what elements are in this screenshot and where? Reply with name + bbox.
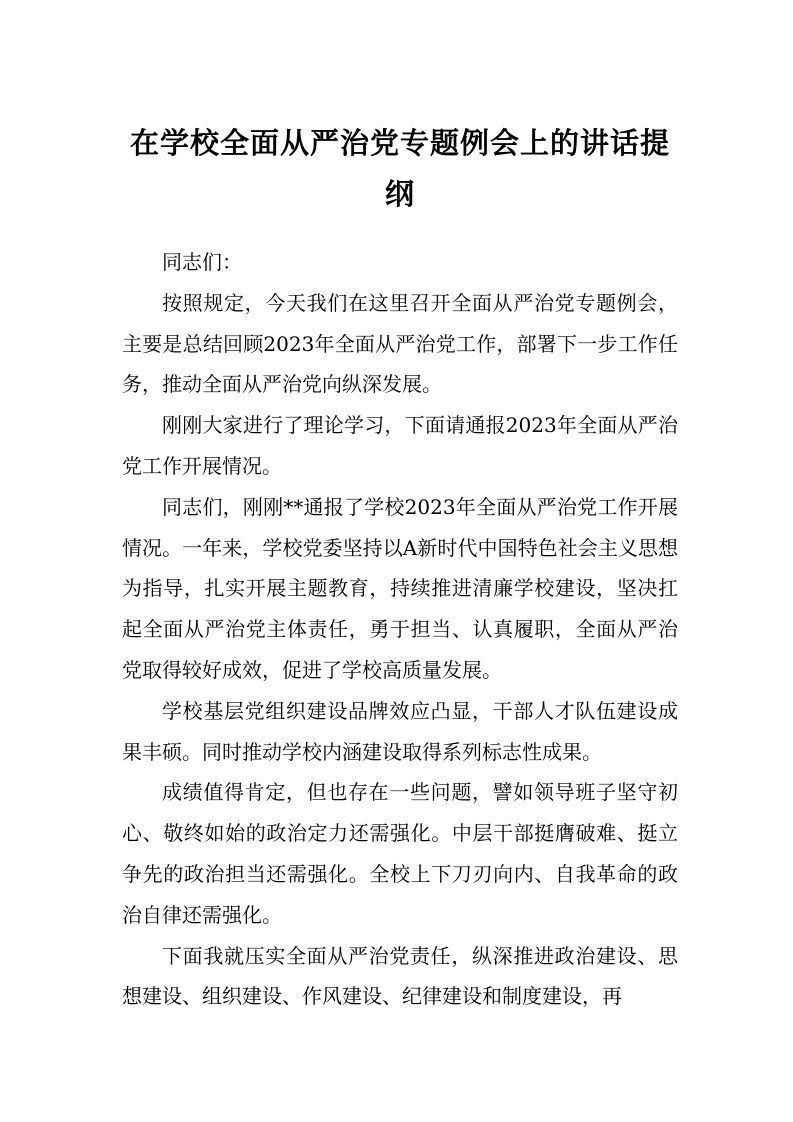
body-paragraph: 下面我就压实全面从严治党责任，纵深推进政治建设、思想建设、组织建设、作风建设、纪律建设和制度建设，再 — [122, 943, 678, 1009]
body-paragraph: 按照规定，今天我们在这里召开全面从严治党专题例会，主要是总结回顾2023年全面从严治党工作，部署下一步工作任务，推动全面从严治党向纵深发展。 — [122, 290, 678, 397]
body-paragraph: 刚刚大家进行了理论学习，下面请通报2023年全面从严治党工作开展情况。 — [122, 413, 678, 478]
body-paragraph: 同志们，刚刚**通报了学校2023年全面从严治党工作开展情况。一年来，学校党委坚持以A新时代中国特色社会主义思想为指导，扎实开展主题教育，持续推进清廉学校建设，坚决扛起全面从严治党主体责任，勇于担当、认真履职，全面从严治党取得较好成效，促进了学校高质量发展。 — [122, 494, 678, 682]
document-title: 在学校全面从严治党专题例会上的讲话提纲 — [129, 126, 670, 211]
document-body — [122, 242, 678, 1017]
body-paragraph: 成绩值得肯定，但也存在一些问题，譬如领导班子坚守初心、敬终如始的政治定力还需强化。中层干部挺膺破难、挺立争先的政治担当还需强化。全校上下刀刃向内、自我革命的政治自律还需强化。 — [122, 780, 678, 927]
body-paragraph: 学校基层党组织建设品牌效应凸显，干部人才队伍建设成果丰硕。同时推动学校内涵建设取得系列标志性成果。 — [122, 698, 678, 764]
salutation-paragraph: 同志们： — [162, 250, 242, 274]
